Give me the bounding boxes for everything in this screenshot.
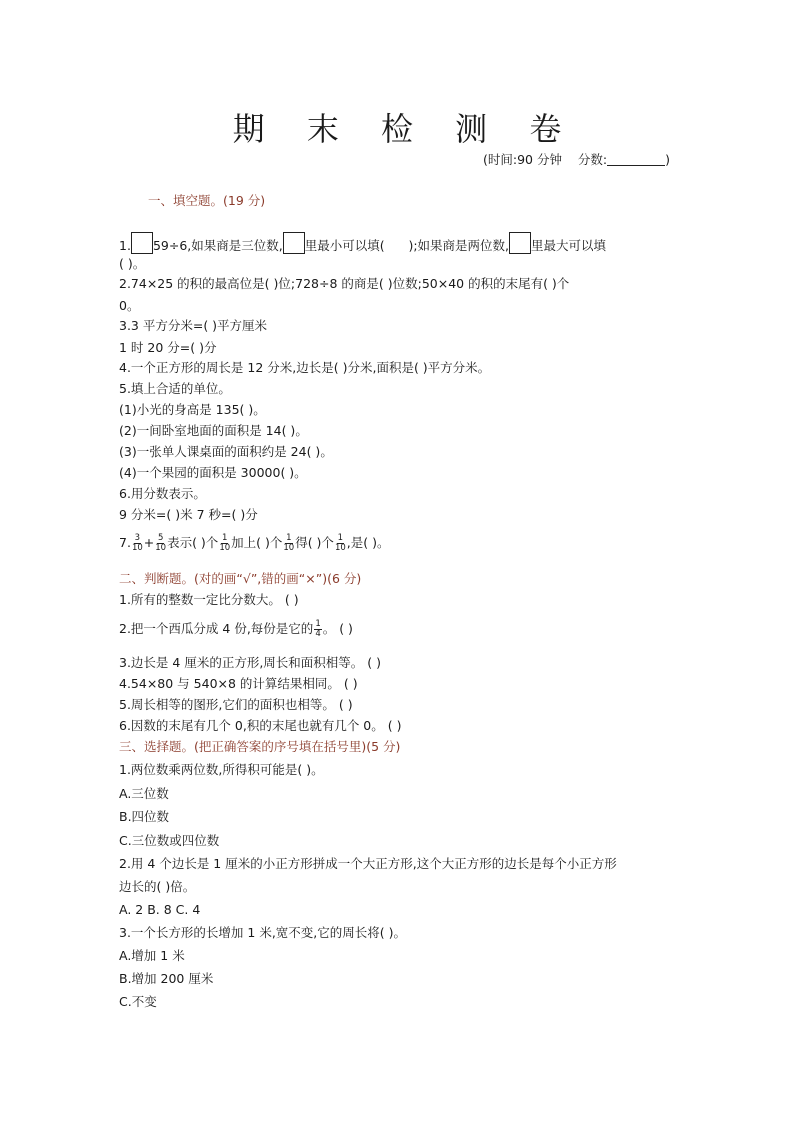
question-5-item: (2)一间卧室地面的面积是 14( )。 [119,423,308,438]
question-5-item: (3)一张单人课桌面的面积约是 24( )。 [119,444,333,459]
fraction: $\frac{5}{10}$ [155,533,167,553]
question-4: 4.一个正方形的周长是 12 分米,边长是( )分米,面积是( )平方分米。 [119,360,491,375]
question-7: 7. $\frac{3}{10}$ + $\frac{5}{10}$ 表示( )个 $\frac{1}{10}$ 加上( )个 $\frac{1}{10}$ 得( )个 $\frac{1}{10}$ ,是( )。 [119,533,390,553]
choice-3: 3.一个长方形的长增加 1 米,宽不变,它的周长将( )。 [119,925,407,940]
fraction: $\frac{1}{10}$ [219,533,231,553]
choice-2-cont: 边长的( )倍。 [119,879,196,894]
question-5-item: (4)一个果园的面积是 30000( )。 [119,465,307,480]
choice-option: B.四位数 [119,809,170,824]
question-1-cont: ( )。 [119,256,146,271]
time-limit: (时间:90 分钟 [483,152,562,167]
question-2-cont: 0。 [119,298,140,313]
judge-3: 3.边长是 4 厘米的正方形,周长和面积相等。 ( ) [119,655,382,670]
page-title: 期 末 检 测 卷 [232,110,578,148]
score-label: 分数: [577,152,608,167]
score-blank[interactable] [607,153,665,166]
question-5-item: (1)小光的身高是 135( )。 [119,402,266,417]
question-1: 1. 59÷6,如果商是三位数, 里最小可以填( );如果商是两位数, 里最大可以填 [119,232,606,254]
judge-4: 4.54×80 与 540×8 的计算结果相同。 ( ) [119,676,358,691]
question-3b: 1 时 20 分=( )分 [119,340,217,355]
answer-box[interactable] [283,232,305,254]
question-2: 2.74×25 的积的最高位是( )位;728÷8 的商是( )位数;50×40 的积的末尾有( )个 [119,276,570,291]
judge-6: 6.因数的末尾有几个 0,积的末尾也就有几个 0。 ( ) [119,718,402,733]
choice-option: B.增加 200 厘米 [119,971,214,986]
section-choice: 三、选择题。(把正确答案的序号填在括号里)(5 分) [119,739,401,754]
question-6: 6.用分数表示。 [119,486,206,501]
choice-option: C.不变 [119,994,157,1009]
question-3a: 3.3 平方分米=( )平方厘米 [119,318,268,333]
section-fill-blank: 一、填空题。(19 分) [148,193,266,208]
judge-5: 5.周长相等的图形,它们的面积也相等。 ( ) [119,697,353,712]
choice-option: A.三位数 [119,786,169,801]
choice-option: C.三位数或四位数 [119,833,220,848]
fraction: $\frac{1}{10}$ [334,533,346,553]
answer-box[interactable] [131,232,153,254]
question-6a: 9 分米=( )米 7 秒=( )分 [119,507,258,522]
fraction: $\frac{3}{10}$ [131,533,143,553]
question-5: 5.填上合适的单位。 [119,381,231,396]
choice-2: 2.用 4 个边长是 1 厘米的小正方形拼成一个大正方形,这个大正方形的边长是每个小正方形 [119,856,617,871]
meta-close: ) [665,152,670,167]
fraction: $\frac{1}{4}$ [315,619,321,639]
exam-meta [483,150,670,168]
answer-box[interactable] [509,232,531,254]
judge-2: 2.把一个西瓜分成 4 份,每份是它的 $\frac{1}{4}$ 。 ( ) [119,619,353,639]
judge-1: 1.所有的整数一定比分数大。 ( ) [119,592,299,607]
section-true-false: 二、判断题。(对的画“√”,错的画“×”)(6 分) [119,571,362,586]
choice-options-row: A. 2 B. 8 C. 4 [119,902,201,917]
choice-option: A.增加 1 米 [119,948,185,963]
choice-1: 1.两位数乘两位数,所得积可能是( )。 [119,762,324,777]
fraction: $\frac{1}{10}$ [283,533,295,553]
